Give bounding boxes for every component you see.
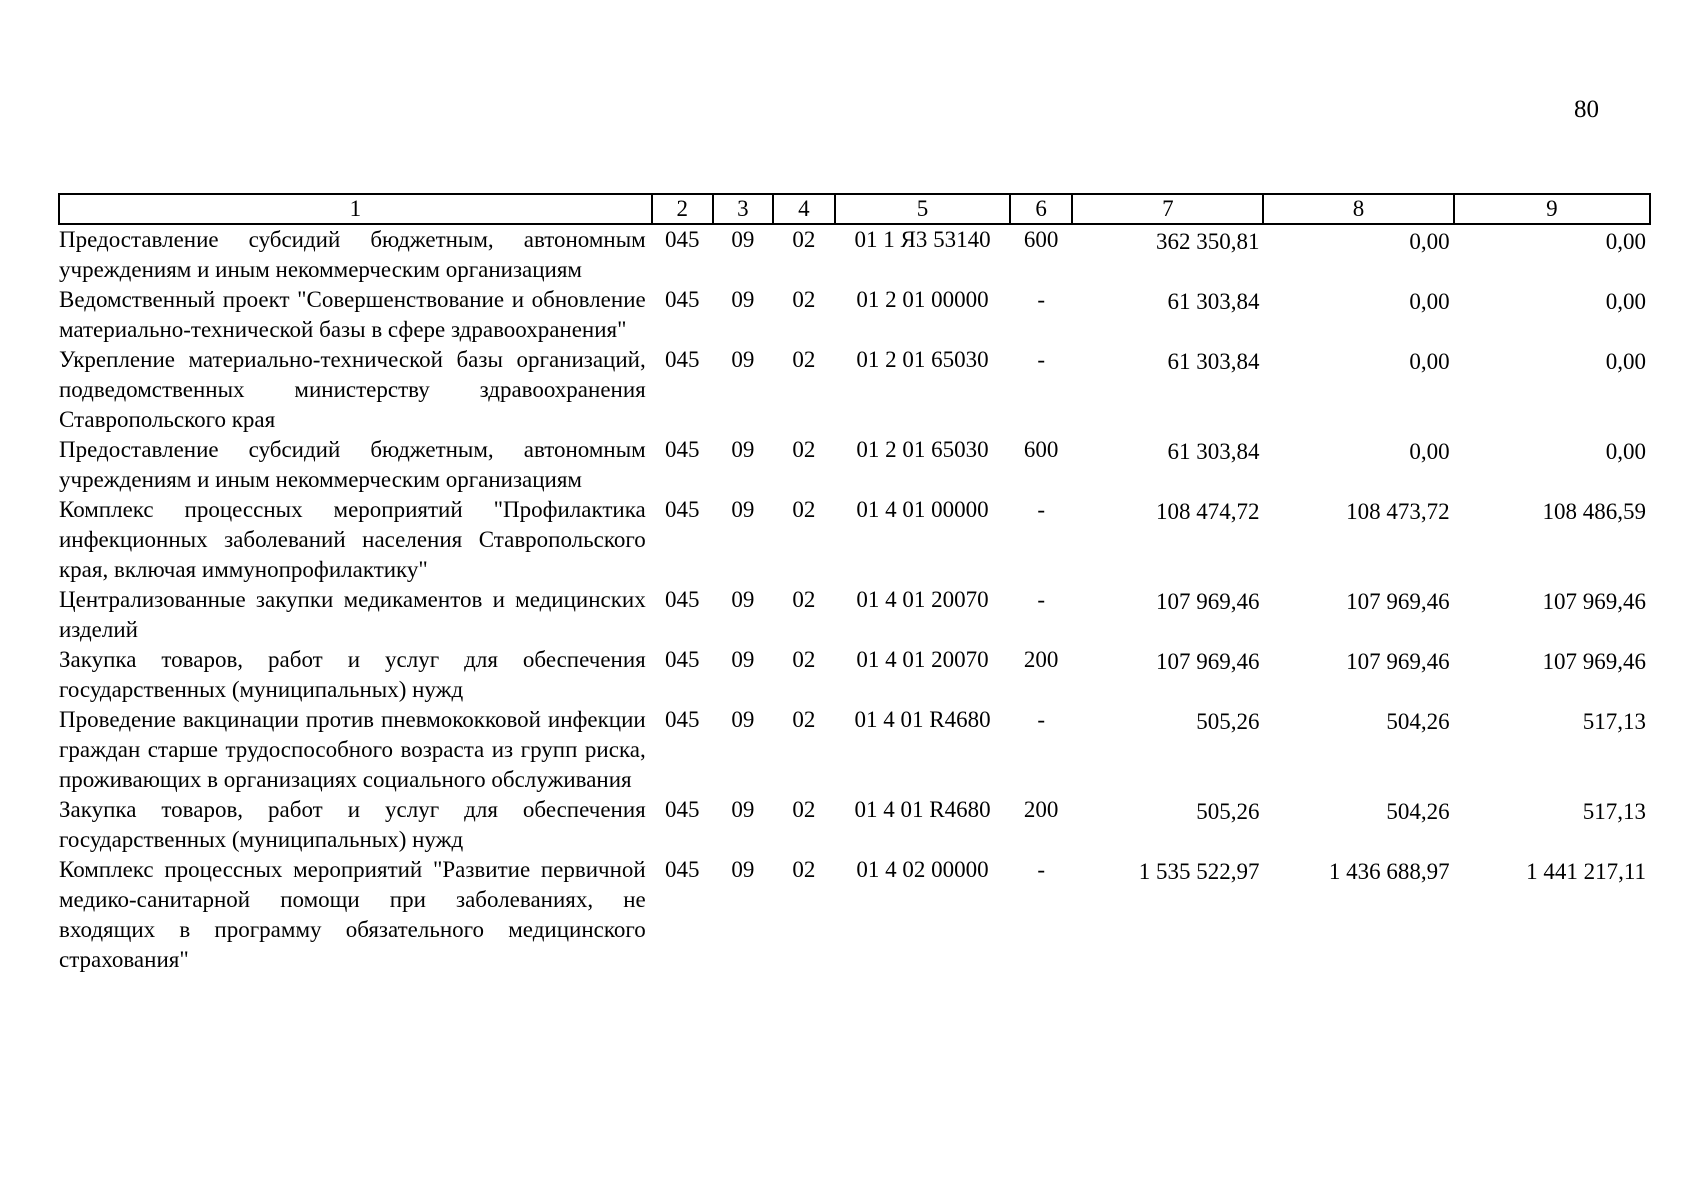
item-name: Укрепление материально-технической базы организаций, подведомственных министерству здравоохранения Ставропольского края: [59, 347, 646, 432]
amount-year-2: 0,00: [1409, 229, 1450, 254]
expense-type-code: 600: [1023, 437, 1059, 462]
amount-year-1: 362 350,81: [1155, 229, 1260, 254]
budget-table: [58, 193, 1651, 975]
ministry-code: 045: [665, 707, 700, 732]
section-code: 09: [731, 707, 755, 732]
target-article-code: 01 4 01 R4680: [854, 797, 991, 822]
expense-type-code: -: [1037, 497, 1045, 522]
amount-year-2: 108 473,72: [1346, 499, 1450, 524]
ministry-code: 045: [665, 647, 700, 672]
amount-year-3: 0,00: [1605, 439, 1646, 464]
target-article-code: 01 4 01 20070: [856, 587, 989, 612]
ministry-code: 045: [665, 857, 700, 882]
item-name: Предоставление субсидий бюджетным, автономным учреждениям и иным некоммерческим организациям: [59, 437, 646, 492]
amount-year-3: 0,00: [1605, 349, 1646, 374]
column-header: 5: [835, 194, 1010, 224]
amount-year-3: 0,00: [1605, 229, 1646, 254]
amount-year-3: 107 969,46: [1542, 589, 1646, 614]
subsection-code: 02: [792, 437, 816, 462]
amount-year-2: 1 436 688,97: [1328, 859, 1450, 884]
target-article-code: 01 4 01 R4680: [854, 707, 991, 732]
ministry-code: 045: [665, 497, 700, 522]
target-article-code: 01 2 01 65030: [856, 347, 989, 372]
subsection-code: 02: [792, 647, 816, 672]
amount-year-1: 61 303,84: [1167, 439, 1260, 464]
column-header: 9: [1454, 194, 1650, 224]
section-code: 09: [731, 797, 755, 822]
amount-year-1: 1 535 522,97: [1138, 859, 1260, 884]
table-row: [59, 495, 1650, 585]
amount-year-3: 517,13: [1582, 709, 1646, 734]
amount-year-1: 107 969,46: [1155, 589, 1260, 614]
subsection-code: 02: [792, 797, 816, 822]
item-name: Комплекс процессных мероприятий "Развитие первичной медико-санитарной помощи при заболеваниях, не входящих в программу обязательного медицинского страхования": [59, 857, 646, 972]
table-row: [59, 795, 1650, 855]
item-name: Централизованные закупки медикаментов и медицинских изделий: [59, 587, 646, 642]
amount-year-1: 505,26: [1196, 799, 1260, 824]
column-header: 6: [1010, 194, 1072, 224]
section-code: 09: [731, 347, 755, 372]
ministry-code: 045: [665, 227, 700, 252]
amount-year-2: 107 969,46: [1346, 589, 1450, 614]
subsection-code: 02: [792, 227, 816, 252]
subsection-code: 02: [792, 587, 816, 612]
subsection-code: 02: [792, 497, 816, 522]
table-row: [59, 645, 1650, 705]
table-row: [59, 855, 1650, 975]
table-row: [59, 435, 1650, 495]
target-article-code: 01 4 01 20070: [856, 647, 989, 672]
ministry-code: 045: [665, 587, 700, 612]
expense-type-code: -: [1037, 287, 1045, 312]
column-header: 3: [713, 194, 773, 224]
column-header: 2: [652, 194, 713, 224]
page-number: 80: [1574, 96, 1599, 123]
amount-year-3: 0,00: [1605, 289, 1646, 314]
subsection-code: 02: [792, 857, 816, 882]
column-header: 4: [773, 194, 835, 224]
amount-year-2: 504,26: [1386, 799, 1450, 824]
amount-year-3: 1 441 217,11: [1526, 859, 1646, 884]
expense-type-code: 200: [1023, 797, 1059, 822]
section-code: 09: [731, 587, 755, 612]
table-row: [59, 285, 1650, 345]
ministry-code: 045: [665, 287, 700, 312]
column-header: 7: [1072, 194, 1263, 224]
expense-type-code: 200: [1023, 647, 1059, 672]
ministry-code: 045: [665, 347, 700, 372]
amount-year-1: 61 303,84: [1167, 289, 1260, 314]
section-code: 09: [731, 857, 755, 882]
section-code: 09: [731, 647, 755, 672]
target-article-code: 01 1 Я3 53140: [854, 227, 991, 252]
subsection-code: 02: [792, 707, 816, 732]
amount-year-3: 517,13: [1582, 799, 1646, 824]
section-code: 09: [731, 437, 755, 462]
amount-year-1: 108 474,72: [1155, 499, 1260, 524]
item-name: Закупка товаров, работ и услуг для обеспечения государственных (муниципальных) нужд: [59, 647, 646, 702]
amount-year-2: 0,00: [1409, 289, 1450, 314]
table-row: [59, 705, 1650, 795]
column-header: 1: [59, 194, 652, 224]
section-code: 09: [731, 227, 755, 252]
amount-year-3: 108 486,59: [1542, 499, 1646, 524]
amount-year-2: 0,00: [1409, 439, 1450, 464]
header-row: [59, 194, 1650, 224]
amount-year-2: 107 969,46: [1346, 649, 1450, 674]
table-header: [59, 194, 1650, 224]
item-name: Ведомственный проект "Совершенствование и обновление материально-технической базы в сфере здравоохранения": [59, 287, 646, 342]
amount-year-1: 107 969,46: [1155, 649, 1260, 674]
table-row: [59, 224, 1650, 285]
expense-type-code: 600: [1023, 227, 1059, 252]
amount-year-1: 61 303,84: [1167, 349, 1260, 374]
expense-type-code: -: [1037, 707, 1045, 732]
amount-year-1: 505,26: [1196, 709, 1260, 734]
table-row: [59, 345, 1650, 435]
item-name: Проведение вакцинации против пневмококковой инфекции граждан старше трудоспособного возраста из групп риска, проживающих в организациях социального обслуживания: [59, 707, 646, 792]
expense-type-code: -: [1037, 347, 1045, 372]
expense-type-code: -: [1037, 857, 1045, 882]
target-article-code: 01 2 01 65030: [856, 437, 989, 462]
subsection-code: 02: [792, 347, 816, 372]
target-article-code: 01 2 01 00000: [856, 287, 989, 312]
amount-year-2: 504,26: [1386, 709, 1450, 734]
subsection-code: 02: [792, 287, 816, 312]
expense-type-code: -: [1037, 587, 1045, 612]
item-name: Комплекс процессных мероприятий "Профилактика инфекционных заболеваний населения Ставропольского края, включая иммунопрофилактику": [59, 497, 646, 582]
table-row: [59, 585, 1650, 645]
amount-year-3: 107 969,46: [1542, 649, 1646, 674]
column-header: 8: [1263, 194, 1453, 224]
section-code: 09: [731, 497, 755, 522]
item-name: Предоставление субсидий бюджетным, автономным учреждениям и иным некоммерческим организациям: [59, 227, 646, 282]
ministry-code: 045: [665, 437, 700, 462]
item-name: Закупка товаров, работ и услуг для обеспечения государственных (муниципальных) нужд: [59, 797, 646, 852]
amount-year-2: 0,00: [1409, 349, 1450, 374]
table-body: [59, 224, 1650, 975]
target-article-code: 01 4 02 00000: [856, 857, 989, 882]
ministry-code: 045: [665, 797, 700, 822]
target-article-code: 01 4 01 00000: [856, 497, 989, 522]
section-code: 09: [731, 287, 755, 312]
